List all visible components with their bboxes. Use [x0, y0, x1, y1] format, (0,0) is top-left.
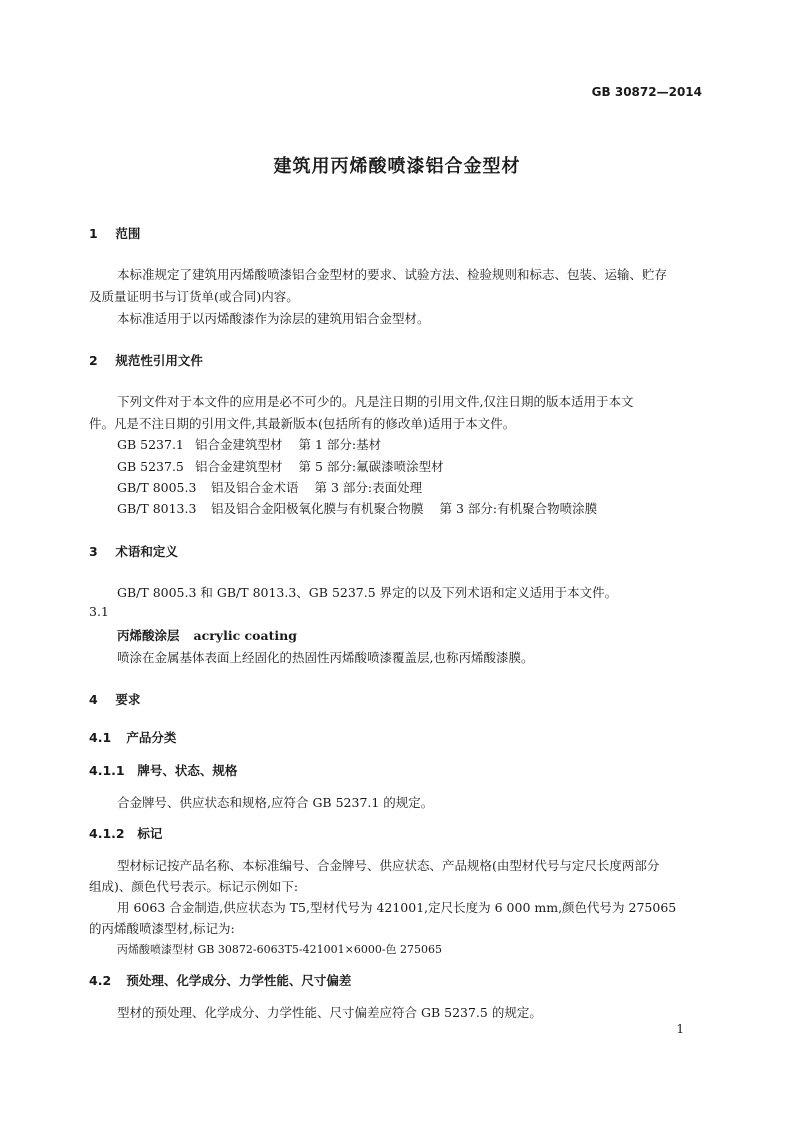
section-number: 1	[89, 226, 98, 241]
section-number: 4.1	[89, 730, 112, 745]
reference-part: 第 3 部分:表面处理	[314, 480, 423, 495]
paragraph: 型材标记按产品名称、本标准编号、合金牌号、供应状态、产品规格(由型材代号与定尺长度两部分	[117, 858, 660, 873]
subsection-heading	[89, 971, 351, 989]
section-2-heading	[89, 351, 203, 369]
paragraph: 及质量证明书与订货单(或合同)内容。	[89, 289, 299, 304]
paragraph: 合金牌号、供应状态和规格,应符合 GB 5237.1 的规定。	[117, 795, 434, 810]
document-title: 建筑用丙烯酸喷漆铝合金型材	[273, 156, 521, 177]
standard-number: GB 30872—2014	[591, 85, 702, 99]
reference-item	[117, 435, 381, 453]
section-number: 4.1.1	[89, 763, 125, 778]
paragraph: 下列文件对于本文件的应用是必不可少的。凡是注日期的引用文件,仅注日期的版本适用于本文	[117, 394, 634, 409]
section-number: 4	[89, 692, 98, 707]
section-4-heading	[89, 690, 140, 708]
reference-part: 第 1 部分:基材	[298, 437, 382, 452]
reference-code: GB 5237.1	[117, 437, 184, 452]
term-entry	[117, 626, 297, 644]
section-title: 要求	[115, 692, 141, 707]
paragraph: 本标准适用于以丙烯酸漆作为涂层的建筑用铝合金型材。	[117, 311, 430, 326]
section-title: 范围	[115, 226, 141, 241]
section-1-heading	[89, 224, 140, 242]
term-number: 3.1	[89, 604, 109, 619]
paragraph: 用 6063 合金制造,供应状态为 T5,型材代号为 421001,定尺长度为 6 000 mm,颜色代号为 275065	[117, 900, 677, 915]
subsection-heading	[89, 761, 237, 779]
reference-code: GB/T 8005.3	[117, 480, 197, 495]
paragraph: 组成)、颜色代号表示。标记示例如下:	[89, 879, 299, 894]
term-chinese: 丙烯酸涂层	[117, 628, 180, 643]
section-number: 4.1.2	[89, 826, 125, 841]
section-title: 规范性引用文件	[115, 353, 203, 368]
paragraph: 件。凡是不注日期的引用文件,其最新版本(包括所有的修改单)适用于本文件。	[89, 416, 516, 431]
paragraph: 的丙烯酸喷漆型材,标记为:	[89, 921, 235, 936]
section-number: 3	[89, 544, 98, 559]
term-definition: 喷涂在金属基体表面上经固化的热固性丙烯酸喷漆覆盖层,也称丙烯酸漆膜。	[117, 650, 534, 665]
section-number: 4.2	[89, 973, 112, 988]
reference-code: GB 5237.5	[117, 459, 184, 474]
section-title: 术语和定义	[115, 544, 178, 559]
subsection-heading	[89, 824, 162, 842]
reference-code: GB/T 8013.3	[117, 501, 197, 516]
section-3-heading	[89, 542, 178, 560]
section-title: 预处理、化学成分、力学性能、尺寸偏差	[126, 973, 352, 988]
reference-part: 第 5 部分:氟碳漆喷涂型材	[298, 459, 444, 474]
reference-item	[117, 499, 597, 517]
section-title: 产品分类	[126, 730, 177, 745]
paragraph: GB/T 8005.3 和 GB/T 8013.3、GB 5237.5 界定的以及下列术语和定义适用于本文件。	[117, 585, 618, 600]
section-number: 2	[89, 353, 98, 368]
paragraph: 型材的预处理、化学成分、力学性能、尺寸偏差应符合 GB 5237.5 的规定。	[117, 1005, 542, 1020]
section-title: 牌号、状态、规格	[137, 763, 238, 778]
reference-part: 第 3 部分:有机聚合物喷涂膜	[439, 501, 598, 516]
subsection-heading	[89, 728, 176, 746]
reference-title: 铝合金建筑型材	[195, 437, 283, 452]
reference-title: 铝及铝合金术语	[211, 480, 299, 495]
reference-item	[117, 478, 422, 496]
term-english: acrylic coating	[193, 628, 297, 643]
page-number: 1	[676, 1022, 684, 1036]
section-title: 标记	[137, 826, 163, 841]
reference-title: 铝及铝合金阳极氧化膜与有机聚合物膜	[211, 501, 424, 516]
reference-item	[117, 457, 444, 475]
marking-example: 丙烯酸喷漆型材 GB 30872-6063T5-421001×6000-色 275065	[117, 943, 443, 956]
reference-title: 铝合金建筑型材	[195, 459, 283, 474]
paragraph: 本标准规定了建筑用丙烯酸喷漆铝合金型材的要求、试验方法、检验规则和标志、包装、运输、贮存	[117, 267, 668, 282]
